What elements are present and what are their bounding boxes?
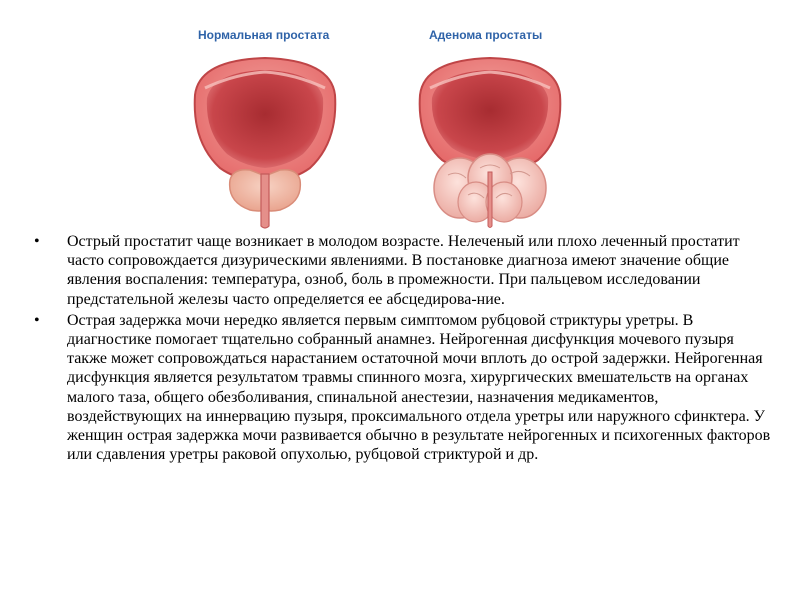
- prostate-adenoma-drawing: [400, 50, 580, 230]
- prostate-comparison-illustration: [150, 20, 610, 230]
- bullet-text: Острая задержка мочи нередко является первым симптомом рубцовой стриктуры уретры. В диагностике помогает тщательно собранный анамнез. Нейрогенная дисфункция мочевого пузыря также может сопровождаться нарастанием остаточной мочи вплоть до острой задержки. Нейрогенная дисфункция является результатом травмы спинного мозга, хирургических вмешательств на органах малого таза, общего обезболивания, спинальной анестезии, назначения медикаментов, воздействующих на иннервацию пузыря, проксимального отдела уретры или наружного сфинктера. У женщин острая задержка мочи развивается обычно в результате нейрогенных и психогенных факторов или сдавления уретры раковой опухолью, рубцовой стриктурой и др.: [67, 311, 771, 464]
- bullet-marker: •: [34, 311, 40, 329]
- normal-prostate-drawing: [175, 50, 355, 230]
- caption-prostate-adenoma: Аденома простаты: [429, 28, 543, 42]
- bullet-marker: •: [34, 233, 40, 250]
- bullet-item-acute-prostatitis: [30, 232, 775, 309]
- bullet-list: [30, 232, 775, 466]
- bullet-text: Острый простатит чаще возникает в молодом возрасте. Нелеченый или плохо леченный простатит часто сопровождается дизурическими явлениями. В постановке диагноза имеют значение общие явления воспаления: температура, озноб, боль в промежности. При пальцевом исследовании предстательной железы часто определяется ее абсцедирова-ние.: [67, 233, 740, 308]
- caption-normal-prostate: Нормальная простата: [198, 28, 330, 42]
- bullet-item-urinary-retention: [30, 311, 775, 465]
